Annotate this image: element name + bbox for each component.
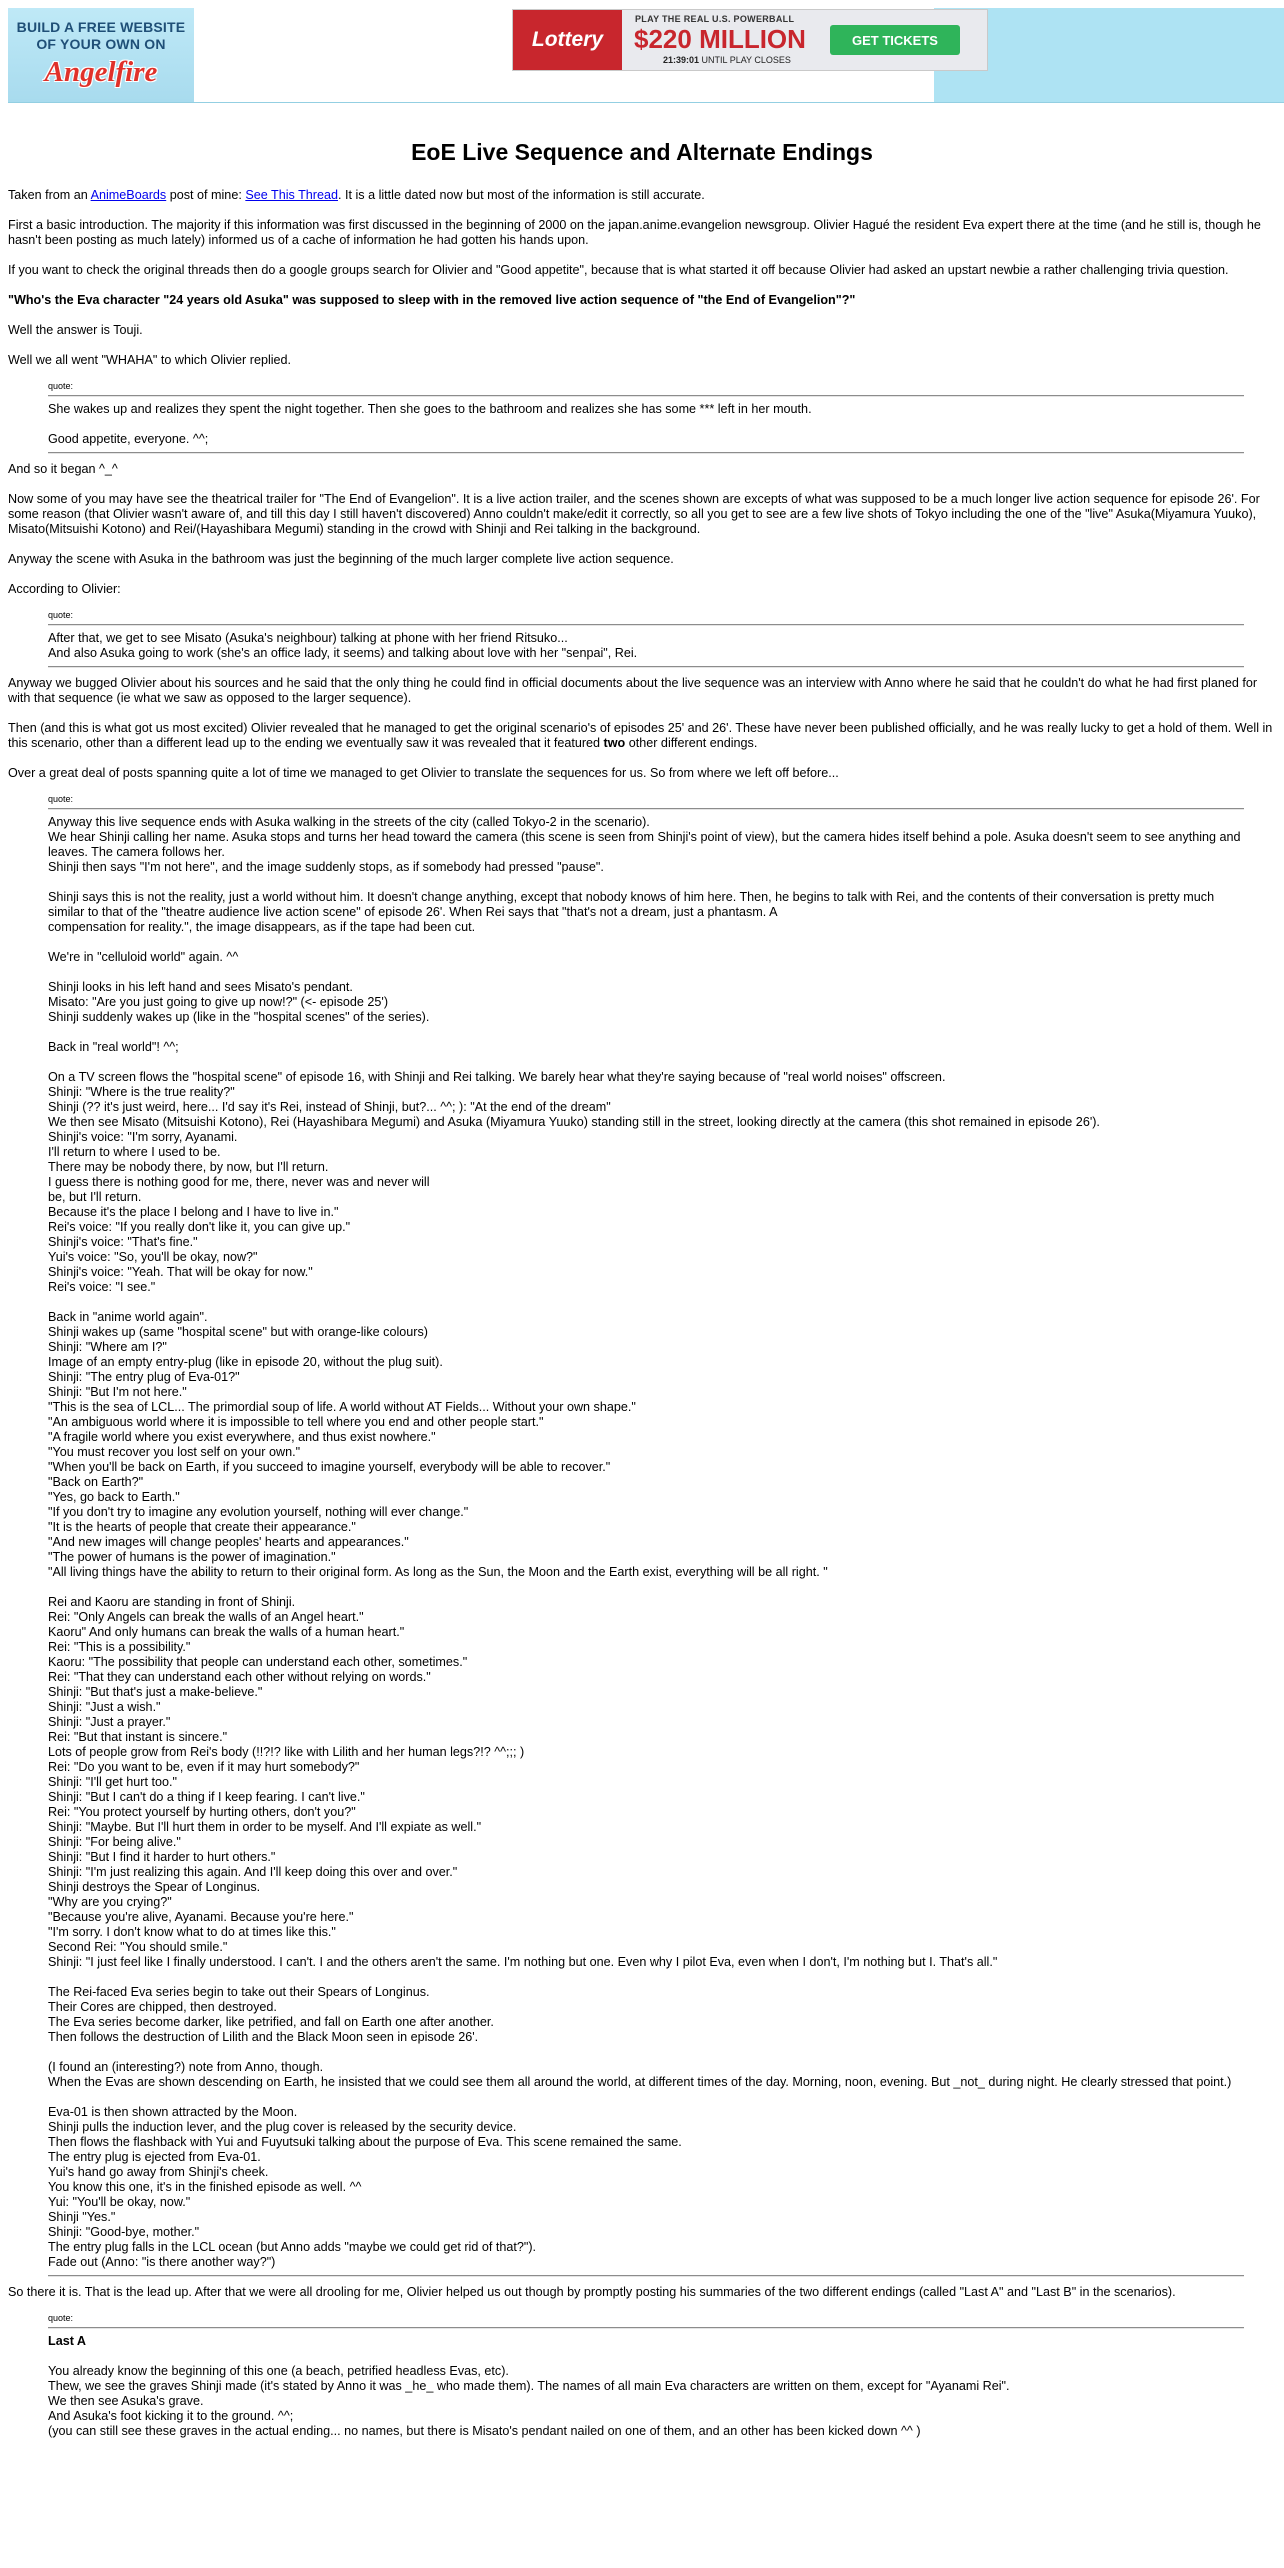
- get-tickets-button[interactable]: GET TICKETS: [830, 25, 960, 55]
- angelfire-ad-line2: OF YOUR OWN ON: [36, 36, 166, 52]
- quote-divider-top: [48, 395, 1244, 397]
- angelfire-ad[interactable]: [8, 8, 194, 102]
- bathroom-scene-paragraph: Anyway the scene with Asuka in the bathroom was just the beginning of the much larger complete live action sequence.: [8, 552, 674, 566]
- quote-text: After that, we get to see Misato (Asuka's neighbour) talking at phone with her friend Ritsuko... And also Asuka going to work (she's an office lady, it seems) and talking about love with her "senpai", Rei.: [48, 631, 638, 660]
- trivia-question-text: "Who's the Eva character "24 years old Asuka" was supposed to sleep with in the removed live action sequence of "the End of Evangelion"?": [8, 293, 856, 307]
- quote-block-3: [48, 794, 1244, 2277]
- quote-text: You already know the beginning of this one (a beach, petrified headless Evas, etc). Thew, we see the graves Shinji made (it's stated by Anno it was _he_ who made them). The names of all main Eva characters are written on them, except for "Ayanami Rei". We then see Asuka's grave. And Asuka's foot kicking it to the ground. ^^; (you can still see these graves in the actual ending... no names, but there is Misato's pendant nailed on one of them, and an other has been kicked down ^^ ): [48, 2364, 1010, 2438]
- quote-divider-bottom: [48, 666, 1244, 668]
- lottery-timer-value: 21:39:01: [663, 55, 700, 65]
- quote-label: quote:: [48, 381, 74, 391]
- scenario-emphasis: two: [603, 736, 626, 750]
- angelfire-ad-line1: BUILD A FREE WEBSITE: [16, 19, 186, 35]
- intro-paragraph: [8, 188, 1276, 203]
- ad-white-area: [194, 8, 938, 102]
- intro-text: Taken from an: [8, 188, 91, 202]
- scenario-paragraph: [8, 721, 1276, 751]
- answer-paragraph: Well the answer is Touji.: [8, 323, 143, 337]
- quote-divider-top: [48, 2327, 1244, 2329]
- quote-text: Anyway this live sequence ends with Asuka walking in the streets of the city (called Tokyo-2 in the scenario). We hear Shinji calling her name. Asuka stops and turns her head toward the camera (this scene is seen from Shinji's point of view), but the camera hides itself behind a pole. Asuka doesn't seem to see anything and leaves. The camera follows her. Shinji then says "I'm not here", and the image suddenly stops, as if somebody had pressed "pause". Shinji says this is not the reality, just a world without him. It doesn't change anything, except that nobody knows of him here. Then, he begins to talk with Rei, and the contents of their conversation is pretty much similar to that of the "theatre audience live action scene" of episode 26'. When Rei says that "that's not a dream, just a phantasm. A compensation for reality.", the image disappears, as if the tape had been cut. We're in "celluloid world" again. ^^ Shinji looks in his left hand and sees Misato's pendant. Misato: "Are you just going to give up now!?" (<- episode 25') Shinji suddenly wakes up (like in the "hospital scenes" of the series). Back in "real world"! ^^; On a TV screen flows the "hospital scene" of episode 16, with Shinji and Rei talking. We barely hear what they're saying because of "real world noises" offscreen. Shinji: "Where is the true reality?" Shinji (?? it's just weird, here... I'd say it's Rei, instead of Shinji, but?... ^^; ): "At the end of the dream" We then see Misato (Mitsuishi Kotono), Rei (Hayashibara Megumi) and Asuka (Miyamura Yuuko) standing still in the street, looking directly at the camera (this shot remained in episode 26'). Shinji's voice: "I'm sorry, Ayanami. I'll return to where I used to be. There may be nobody there, by now, but I'll return. I guess there is nothing good for me, there, never was and never will be, but I'll return. Because it's the place I belong and I have to live in." Rei's voice: "If you really don't like it, you can give up." Shinji's voice: "That's fine." Yui's voice: "So, you'll be okay, now?" Shinji's voice: "Yeah. That will be okay for now." Rei's voice: "I see." Back in "anime world again". Shinji wakes up (same "hospital scene" but with orange-like colours) Shinji: "Where am I?" Image of an empty entry-plug (like in episode 20, without the plug suit). Shinji: "The entry plug of Eva-01?" Shinji: "But I'm not here." "This is the sea of LCL... The primordial soup of life. A world without AT Fields... Without your own shape." "An ambiguous world where it is impossible to tell where you end and other people start." "A fragile world where you exist everywhere, and thus exist nowhere." "You must recover you lost self on your own." "When you'll be back on Earth, if you succeed to imagine yourself, everybody will be able to recover." "Back on Earth?" "Yes, go back to Earth." "If you don't try to imagine any evolution yourself, nothing will ever change." "It is the hearts of people that create their appearance." "And new images will change peoples' hearts and appearances." "The power of humans is the power of imagination." "All living things have the ability to return to their original form. As long as the Sun, the Moon and the Earth exist, everything will be all right. " Rei and Kaoru are standing in front of Shinji. Rei: "Only Angels can break the walls of an Angel heart." Kaoru" And only humans can break the walls of a human heart." Rei: "This is a possibility." Kaoru: "The possibility that people can understand each other, sometimes." Rei: "That they can understand each other without relying on words." Shinji: "But that's just a make-believe." Shinji: "Just a wish." Shinji: "Just a prayer." Rei: "But that instant is sincere." Lots of people grow from Rei's body (!!?!? like with Lilith and her human legs?!? ^^;;; ) Rei: "Do you want to be, even if it may hurt somebody?" Shinji: "I'll get hurt too." Shinji: "But I can't do a thing if I keep fearing. I can't live." Rei: "You protect yourself by hurting others, don't you?" Shinji: "Maybe. But I'll hurt them in order to be myself. And I'll expiate as well." Shinji: "For being alive." Shinji: "But I find it harder to hurt others." Shinji: "I'm just realizing this again. And I'll keep doing this over and over." Shinji destroys the Spear of Longinus. "Why are you crying?" "Because you're alive, Ayanami. Because you're here." "I'm sorry. I don't know what to do at times like this." Second Rei: "You should smile." Shinji: "I just feel like I finally understood. I can't. I and the others aren't the same. I'm nothing but one. Even why I pilot Eva, even when I don't, I'm nothing but I. That's all." The Rei-faced Eva series begin to take out their Spears of Longinus. Their Cores are chipped, then destroyed. The Eva series become darker, like petrified, and fall on Earth one after another. Then follows the destruction of Lilith and the Black Moon seen in episode 26'. (I found an (interesting?) note from Anno, though. When the Evas are shown descending on Earth, he insisted that we could see them all around the world, at different times of the day. Morning, noon, evening. But _not_ during night. He clearly stressed that point.) Eva-01 is then shown attracted by the Moon. Shinji pulls the induction lever, and the plug cover is released by the security device. Then flows the flashback with Yui and Fuyutsuki talking about the purpose of Eva. This scene remained the same. The entry plug is ejected from Eva-01. Yui's hand go away from Shinji's cheek. You know this one, it's in the finished episode as well. ^^ Yui: "You'll be okay, now." Shinji "Yes." Shinji: "Good-bye, mother." The entry plug falls in the LCL ocean (but Anno adds "maybe we could get rid of that?"). Fade out (Anno: "is there another way?"): [48, 815, 1241, 2269]
- ad-banner-bar: [8, 8, 1284, 103]
- quote-text: She wakes up and realizes they spent the night together. Then she goes to the bathroom and realizes she has some *** left in her mouth. Good appetite, everyone. ^^;: [48, 402, 812, 446]
- basic-intro-paragraph: First a basic introduction. The majority if this information was first discussed in the beginning of 2000 on the japan.anime.evangelion newsgroup. Olivier Hagué the resident Eva expert there at the time (and he still is, though he hasn't been posting as much lately) informed us of a cache of information he had gotten his hands upon.: [8, 218, 1261, 247]
- quote-label: quote:: [48, 794, 74, 804]
- scenario-text-end: other different endings.: [625, 736, 758, 750]
- lottery-countdown: [663, 55, 791, 66]
- quote-label: quote:: [48, 610, 74, 620]
- quote-divider-top: [48, 808, 1244, 810]
- lottery-logo: Lottery: [513, 10, 622, 70]
- quote-block-2: [48, 610, 1244, 668]
- scenario-text: Then (and this is what got us most excited) Olivier revealed that he managed to get the original scenario's of episodes 25' and 26'. These have never been published officially, and he was really lucky to get a hold of them. Well in this scenario, other than a different lead up to the ending we eventually saw it was revealed that it featured: [8, 721, 1273, 750]
- quote-heading-last-a: Last A: [48, 2334, 87, 2348]
- lottery-tagline: PLAY THE REAL U.S. POWERBALL: [635, 14, 795, 24]
- check-threads-paragraph: If you want to check the original threads then do a google groups search for Olivier and "Good appetite", because that is what started it off because Olivier had asked an upstart newbie a rather challenging trivia question.: [8, 263, 1229, 277]
- angelfire-logo: Angelfire: [44, 56, 158, 88]
- quote-block-4: [48, 2313, 1244, 2439]
- see-this-thread-link[interactable]: See This Thread: [245, 188, 338, 202]
- translation-paragraph: Over a great deal of posts spanning quite a lot of time we managed to get Olivier to translate the sequences for us. So from where we left off before...: [8, 766, 839, 780]
- page-content: [8, 102, 1276, 2439]
- trailer-paragraph: Now some of you may have see the theatrical trailer for "The End of Evangelion". It is a live action trailer, and the scenes shown are excepts of what was supposed to be a much longer live action sequence for episode 26'. For some reason (that Olivier wasn't aware of, and till this day I still haven't discovered) Anno couldn't make/edit it correctly, so all you get to see are a few live shots of Tokyo including the one of the "live" Asuka(Miyamura Yuuko), Misato(Mitsuishi Kotono) and Rei/(Hayashibara Megumi) standing in the crowd with Shinji and Rei talking in the background.: [8, 492, 1260, 536]
- quote-label: quote:: [48, 2313, 74, 2323]
- lottery-ad[interactable]: [512, 9, 988, 71]
- quote-divider-bottom: [48, 452, 1244, 454]
- according-paragraph: According to Olivier:: [8, 582, 121, 596]
- trivia-question: [8, 293, 1276, 308]
- quote-divider-top: [48, 624, 1244, 626]
- animeboards-link[interactable]: AnimeBoards: [90, 188, 167, 202]
- quote-divider-bottom: [48, 2275, 1244, 2277]
- sources-paragraph: Anyway we bugged Olivier about his sources and he said that the only thing he could find in official documents about the live sequence was an interview with Anno where he said that he couldn't do what he had first planed for with that sequence (ie what we saw as opposed to the larger sequence).: [8, 676, 1258, 705]
- intro-text-mid: post of mine:: [166, 188, 246, 202]
- lead-up-paragraph: So there it is. That is the lead up. After that we were all drooling for me, Olivier helped us out though by promptly posting his summaries of the two different endings (called "Last A" and "Last B" in the scenarios).: [8, 2285, 1176, 2299]
- began-paragraph: And so it began ^_^: [8, 462, 118, 476]
- intro-text-end: . It is a little dated now but most of the information is still accurate.: [337, 188, 705, 202]
- quote-block-1: [48, 381, 1244, 454]
- whaha-paragraph: Well we all went "WHAHA" to which Olivier replied.: [8, 353, 292, 367]
- lottery-timer-suffix: UNTIL PLAY CLOSES: [699, 55, 791, 65]
- page-title: EoE Live Sequence and Alternate Endings: [411, 139, 873, 165]
- lottery-jackpot: $220 MILLION: [634, 24, 806, 54]
